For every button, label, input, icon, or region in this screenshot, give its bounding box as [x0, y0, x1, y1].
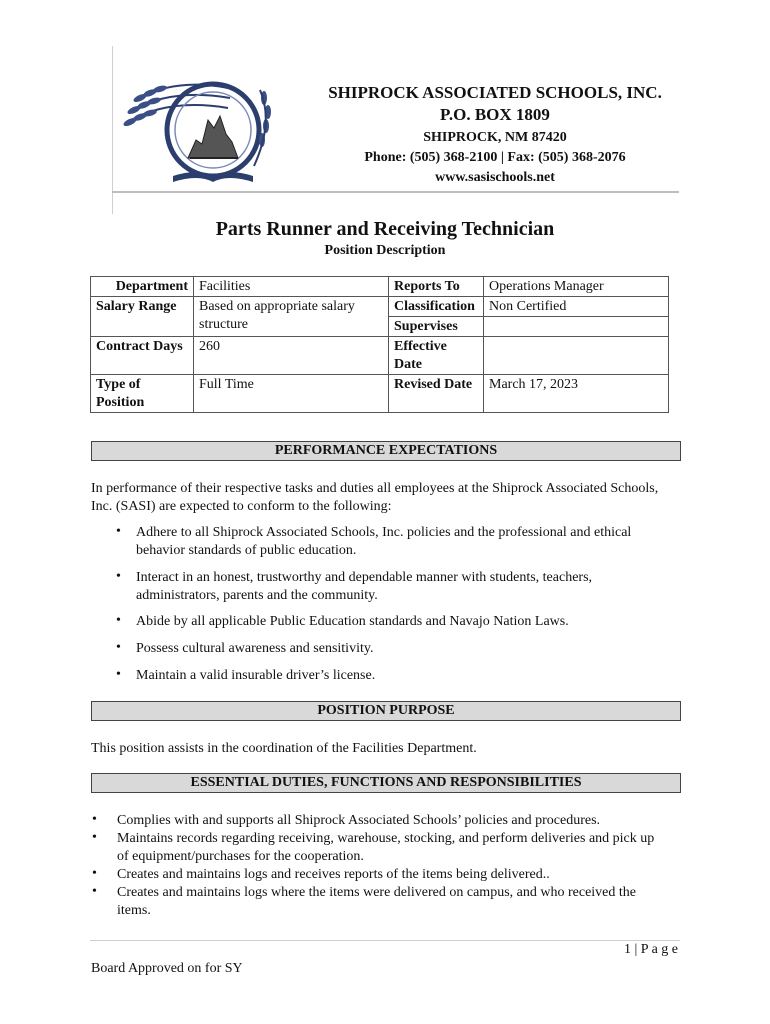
type-of-position-value: Full Time: [194, 375, 389, 413]
contract-days-value: 260: [194, 337, 389, 375]
performance-expectations-heading: PERFORMANCE EXPECTATIONS: [91, 441, 681, 461]
bullet-icon: •: [116, 667, 121, 682]
bullet-icon: •: [92, 884, 97, 899]
list-item: Complies with and supports all Shiprock Associated Schools’ policies and procedures.: [117, 813, 601, 828]
salary-value: Based on appropriate salary structure: [194, 297, 389, 337]
reports-to-label: Reports To: [389, 277, 484, 297]
page-number: 1 | P a g e: [624, 942, 678, 957]
supervises-value: [484, 317, 669, 337]
essential-duties-heading: ESSENTIAL DUTIES, FUNCTIONS AND RESPONSIBILITIES: [91, 773, 681, 793]
bullet-icon: •: [116, 569, 121, 584]
type-of-position-label: Type of Position: [91, 375, 194, 413]
table-row: [91, 337, 669, 375]
revised-date-value: March 17, 2023: [484, 375, 669, 413]
position-info-table: [90, 276, 669, 413]
effective-date-label: Effective Date: [389, 337, 484, 375]
supervises-label: Supervises: [389, 317, 484, 337]
effective-date-value: [484, 337, 669, 375]
list-item: Maintains records regarding receiving, warehouse, stocking, and perform deliveries and pick up of equipment/purchases for the cooperation.: [117, 831, 655, 864]
phone-fax-line: Phone: (505) 368-2100 | Fax: (505) 368-2076: [364, 150, 626, 165]
footer-divider: [90, 940, 680, 941]
list-item: Adhere to all Shiprock Associated Schools, Inc. policies and the professional and ethical behavior standards of public education.: [136, 525, 632, 558]
document-title: Parts Runner and Receiving Technician: [215, 218, 555, 240]
bullet-icon: •: [92, 866, 97, 881]
table-row: [91, 297, 669, 317]
list-item: Possess cultural awareness and sensitivity.: [136, 641, 374, 656]
school-logo-icon: [118, 58, 288, 194]
department-label: Department: [91, 277, 194, 297]
position-purpose-heading: POSITION PURPOSE: [91, 701, 681, 721]
revised-date-label: Revised Date: [389, 375, 484, 413]
organization-name: SHIPROCK ASSOCIATED SCHOOLS, INC.: [328, 83, 662, 102]
bullet-icon: •: [116, 613, 121, 628]
table-row: [91, 375, 669, 413]
contract-days-label: Contract Days: [91, 337, 194, 375]
list-item: Creates and maintains logs where the items were delivered on campus, and who received the items.: [117, 885, 636, 918]
reports-to-value: Operations Manager: [484, 277, 669, 297]
salary-label: Salary Range: [91, 297, 194, 337]
classification-label: Classification: [389, 297, 484, 317]
list-item: Creates and maintains logs and receives reports of the items being delivered..: [117, 867, 550, 882]
performance-intro: In performance of their respective tasks and duties all employees at the Shiprock Associated Schools, Inc. (SASI) are expected to conform to the following:: [91, 481, 659, 514]
board-approved-note: Board Approved on for SY: [91, 961, 243, 976]
po-box: P.O. BOX 1809: [440, 105, 550, 124]
letterhead-vertical-rule: [112, 46, 113, 214]
table-row: [91, 277, 669, 297]
bullet-icon: •: [116, 640, 121, 655]
department-value: Facilities: [194, 277, 389, 297]
city-line: SHIPROCK, NM 87420: [423, 130, 567, 145]
classification-value: Non Certified: [484, 297, 669, 317]
position-purpose-text: This position assists in the coordination of the Facilities Department.: [91, 741, 477, 756]
bullet-icon: •: [92, 812, 97, 827]
list-item: Abide by all applicable Public Education standards and Navajo Nation Laws.: [136, 614, 569, 629]
bullet-icon: •: [116, 524, 121, 539]
document-subtitle: Position Description: [324, 243, 446, 258]
bullet-icon: •: [92, 830, 97, 845]
list-item: Interact in an honest, trustworthy and dependable manner with students, teachers, administrators, parents and the community.: [136, 570, 593, 603]
website-link[interactable]: www.sasischools.net: [435, 170, 555, 185]
letterhead-text: [300, 82, 690, 188]
list-item: Maintain a valid insurable driver’s license.: [136, 668, 376, 683]
